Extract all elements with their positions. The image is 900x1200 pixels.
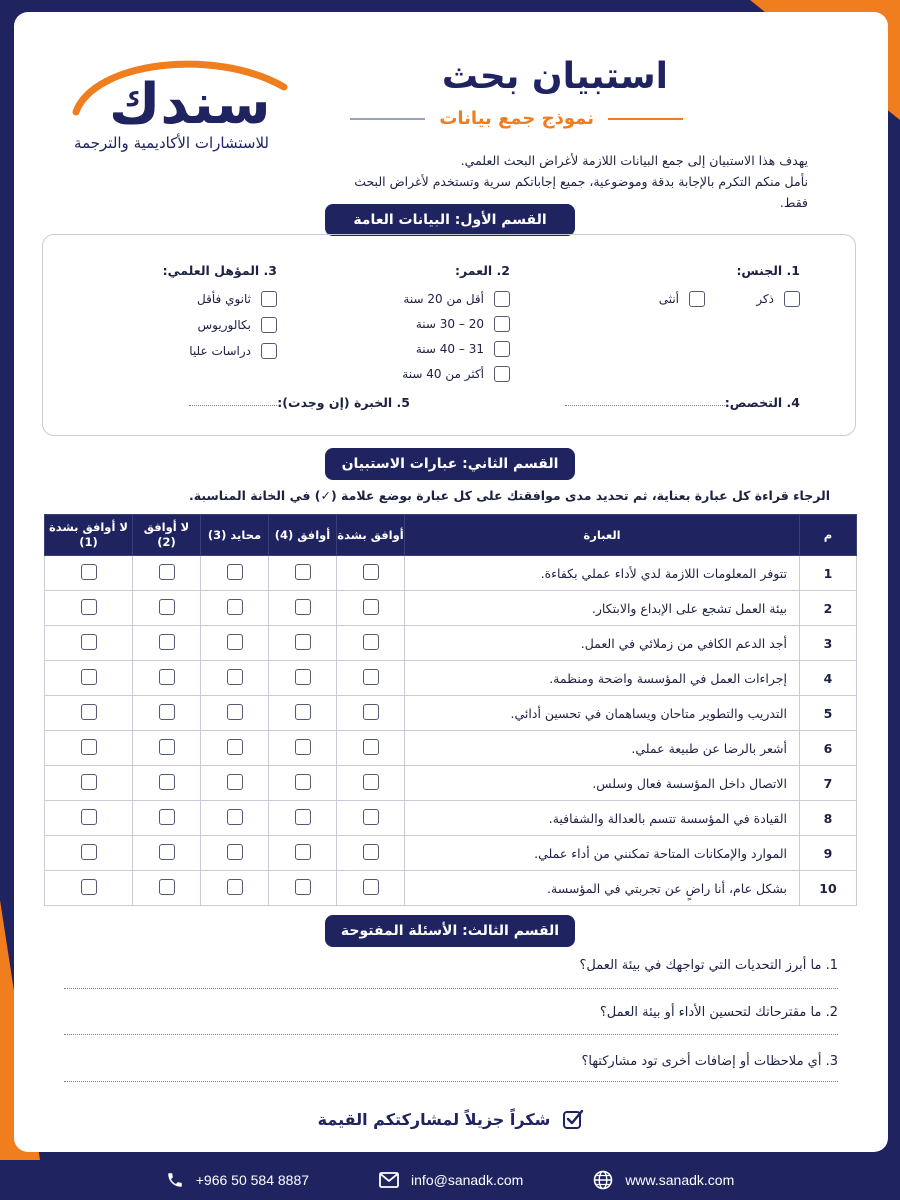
col-header-strongly-disagree: لا أوافق بشدة (1) [45, 515, 133, 556]
survey-table [44, 514, 857, 906]
experience-input-line[interactable] [189, 405, 277, 406]
age-option[interactable] [416, 316, 510, 332]
globe-icon [593, 1170, 613, 1190]
phone-number: +966 50 584 8887 [195, 1172, 310, 1188]
row-number: 8 [800, 801, 857, 836]
rating-checkbox[interactable] [81, 844, 97, 860]
rating-checkbox[interactable] [227, 669, 243, 685]
table-row [45, 871, 857, 906]
rating-checkbox[interactable] [295, 599, 311, 615]
rating-cell-neutral [201, 626, 269, 661]
section3-title: القسم الثالث: الأسئلة المفتوحة [325, 915, 575, 947]
table-row [45, 731, 857, 766]
rating-cell-strongly-disagree [45, 871, 133, 906]
rating-checkbox[interactable] [81, 669, 97, 685]
rating-cell-disagree [133, 836, 201, 871]
option-label: أقل من 20 سنة [403, 292, 484, 306]
row-statement: أشعر بالرضا عن طبيعة عملي. [405, 731, 800, 766]
specialization-input-line[interactable] [565, 405, 725, 406]
rating-checkbox[interactable] [81, 879, 97, 895]
qualification-option[interactable] [197, 291, 277, 307]
age-option[interactable] [403, 291, 510, 307]
rating-cell-disagree [133, 766, 201, 801]
rating-checkbox[interactable] [227, 879, 243, 895]
rating-checkbox[interactable] [81, 564, 97, 580]
rating-checkbox[interactable] [295, 774, 311, 790]
checkbox-check-icon [562, 1108, 584, 1130]
rating-checkbox[interactable] [81, 704, 97, 720]
option-label: أنثى [658, 292, 679, 306]
rating-cell-strongly-agree [337, 836, 405, 871]
rating-checkbox[interactable] [295, 844, 311, 860]
rating-cell-agree [269, 626, 337, 661]
col-header-neutral: محايد (3) [201, 515, 269, 556]
table-row [45, 836, 857, 871]
rating-cell-strongly-agree [337, 696, 405, 731]
rating-cell-neutral [201, 696, 269, 731]
row-statement: التدريب والتطوير متاحان ويساهمان في تحسين أدائي. [405, 696, 800, 731]
rating-cell-strongly-disagree [45, 696, 133, 731]
rating-checkbox[interactable] [159, 564, 175, 580]
rating-checkbox[interactable] [295, 809, 311, 825]
gender-option-male[interactable] [756, 291, 800, 307]
checkbox[interactable] [261, 343, 277, 359]
rating-checkbox[interactable] [363, 739, 379, 755]
footer-website[interactable] [593, 1170, 734, 1190]
rating-cell-strongly-agree [337, 661, 405, 696]
rating-cell-strongly-disagree [45, 556, 133, 591]
rating-cell-neutral [201, 731, 269, 766]
rating-checkbox[interactable] [363, 809, 379, 825]
rating-cell-strongly-disagree [45, 626, 133, 661]
logo [64, 52, 294, 162]
rating-checkbox[interactable] [363, 844, 379, 860]
rating-cell-neutral [201, 591, 269, 626]
row-statement: الموارد والإمكانات المتاحة تمكنني من أداء عملي. [405, 836, 800, 871]
rating-cell-agree [269, 661, 337, 696]
rating-checkbox[interactable] [227, 739, 243, 755]
rating-cell-agree [269, 836, 337, 871]
email-address: info@sanadk.com [411, 1172, 524, 1188]
subtitle-divider [350, 118, 425, 120]
rating-checkbox[interactable] [295, 739, 311, 755]
rating-checkbox[interactable] [363, 669, 379, 685]
checkbox[interactable] [494, 291, 510, 307]
rating-cell-strongly-disagree [45, 731, 133, 766]
option-label: دراسات عليا [189, 344, 251, 358]
rating-checkbox[interactable] [81, 739, 97, 755]
rating-cell-neutral [201, 556, 269, 591]
page-subtitle: نموذج جمع بيانات [439, 108, 594, 129]
rating-cell-strongly-agree [337, 871, 405, 906]
row-statement: القيادة في المؤسسة تتسم بالعدالة والشفافية. [405, 801, 800, 836]
rating-cell-agree [269, 731, 337, 766]
section1-title: القسم الأول: البيانات العامة [325, 204, 575, 236]
row-number: 6 [800, 731, 857, 766]
qualification-option[interactable] [198, 317, 277, 333]
open-question-1: 1. ما أبرز التحديات التي تواجهك في بيئة العمل؟ [579, 958, 838, 973]
rating-cell-strongly-disagree [45, 836, 133, 871]
table-instruction: الرجاء قراءة كل عبارة بعناية، ثم تحديد مدى موافقتك على كل عبارة بوضع علامة (✓) في الخانة المناسبة. [189, 488, 830, 503]
answer-line-2[interactable] [64, 1034, 838, 1035]
checkbox[interactable] [494, 366, 510, 382]
rating-checkbox[interactable] [363, 599, 379, 615]
page-title: استبيان بحث [441, 56, 668, 97]
rating-checkbox[interactable] [295, 669, 311, 685]
row-number: 10 [800, 871, 857, 906]
gender-label: 1. الجنس: [736, 263, 800, 278]
rating-checkbox[interactable] [363, 774, 379, 790]
option-label: بكالوريوس [197, 318, 251, 332]
footer-phone[interactable] [166, 1171, 309, 1189]
row-number: 3 [800, 626, 857, 661]
footer-email[interactable] [379, 1172, 523, 1188]
rating-checkbox[interactable] [295, 879, 311, 895]
logo-word: سندك [109, 72, 271, 137]
age-label: 2. العمر: [455, 263, 510, 278]
rating-cell-strongly-agree [337, 766, 405, 801]
thanks-row [14, 1108, 888, 1130]
rating-cell-neutral [201, 836, 269, 871]
row-number: 2 [800, 591, 857, 626]
table-row [45, 696, 857, 731]
age-option[interactable] [416, 341, 510, 357]
rating-cell-agree [269, 801, 337, 836]
table-row [45, 556, 857, 591]
rating-cell-agree [269, 591, 337, 626]
rating-checkbox[interactable] [159, 844, 175, 860]
rating-cell-strongly-disagree [45, 766, 133, 801]
rating-cell-strongly-disagree [45, 661, 133, 696]
qualification-option[interactable] [189, 343, 277, 359]
rating-cell-disagree [133, 731, 201, 766]
row-statement: إجراءات العمل في المؤسسة واضحة ومنظمة. [405, 661, 800, 696]
age-option[interactable] [402, 366, 510, 382]
website-url: www.sanadk.com [625, 1172, 735, 1188]
rating-checkbox[interactable] [295, 634, 311, 650]
checkbox[interactable] [494, 341, 510, 357]
gender-option-female[interactable] [659, 291, 705, 307]
rating-cell-agree [269, 696, 337, 731]
rating-checkbox[interactable] [159, 879, 175, 895]
rating-checkbox[interactable] [227, 704, 243, 720]
table-row [45, 626, 857, 661]
rating-cell-strongly-agree [337, 626, 405, 661]
rating-cell-strongly-agree [337, 556, 405, 591]
intro-line: نأمل منكم التكرم بالإجابة بدقة وموضوعية، جميع إجاباتكم سرية وتستخدم لأغراض البحث فقط. [354, 174, 808, 210]
rating-cell-strongly-agree [337, 591, 405, 626]
table-header-row [45, 515, 857, 556]
section2-title: القسم الثاني: عبارات الاستبيان [325, 448, 575, 480]
rating-cell-strongly-disagree [45, 591, 133, 626]
mail-icon [379, 1172, 399, 1188]
rating-checkbox[interactable] [227, 809, 243, 825]
rating-checkbox[interactable] [363, 704, 379, 720]
col-header-num: م [800, 515, 857, 556]
rating-cell-disagree [133, 871, 201, 906]
rating-checkbox[interactable] [295, 704, 311, 720]
table-row [45, 591, 857, 626]
general-data-box [42, 234, 856, 436]
option-label: 31 – 40 سنة [415, 342, 484, 356]
option-label: ثانوي فأقل [197, 292, 251, 306]
checkbox[interactable] [494, 316, 510, 332]
rating-cell-neutral [201, 871, 269, 906]
table-row [45, 801, 857, 836]
rating-cell-strongly-agree [337, 801, 405, 836]
rating-checkbox[interactable] [81, 599, 97, 615]
rating-checkbox[interactable] [363, 564, 379, 580]
row-number: 5 [800, 696, 857, 731]
row-statement: الاتصال داخل المؤسسة فعال وسلس. [405, 766, 800, 801]
answer-line-3[interactable] [64, 1081, 838, 1082]
rating-checkbox[interactable] [159, 739, 175, 755]
answer-line-1[interactable] [64, 988, 838, 989]
experience-label: 5. الخبرة (إن وجدت): [277, 395, 410, 410]
option-label: أكثر من 40 سنة [402, 367, 484, 381]
rating-checkbox[interactable] [159, 704, 175, 720]
option-label: 20 – 30 سنة [415, 317, 484, 331]
phone-icon [166, 1171, 184, 1189]
rating-checkbox[interactable] [81, 809, 97, 825]
rating-checkbox[interactable] [295, 564, 311, 580]
rating-cell-disagree [133, 626, 201, 661]
rating-checkbox[interactable] [363, 634, 379, 650]
specialization-label: 4. التخصص: [724, 395, 800, 410]
row-number: 7 [800, 766, 857, 801]
rating-checkbox[interactable] [159, 634, 175, 650]
open-question-3: 3. أي ملاحظات أو إضافات أخرى تود مشاركتها؟ [581, 1054, 838, 1069]
rating-cell-disagree [133, 556, 201, 591]
rating-cell-disagree [133, 591, 201, 626]
footer [0, 1160, 900, 1200]
col-header-agree: أوافق (4) [269, 515, 337, 556]
rating-checkbox[interactable] [159, 809, 175, 825]
open-question-2: 2. ما مقترحاتك لتحسين الأداء أو بيئة العمل؟ [599, 1005, 838, 1020]
rating-checkbox[interactable] [227, 564, 243, 580]
rating-cell-neutral [201, 801, 269, 836]
rating-checkbox[interactable] [159, 599, 175, 615]
row-statement: أجد الدعم الكافي من زملائي في العمل. [405, 626, 800, 661]
rating-cell-disagree [133, 801, 201, 836]
checkbox[interactable] [784, 291, 800, 307]
rating-cell-agree [269, 766, 337, 801]
rating-cell-neutral [201, 661, 269, 696]
row-statement: تتوفر المعلومات اللازمة لدي لأداء عملي بكفاءة. [405, 556, 800, 591]
rating-cell-neutral [201, 766, 269, 801]
col-header-statement: العبارة [405, 515, 800, 556]
row-statement: بشكل عام، أنا راضٍ عن تجربتي في المؤسسة. [405, 871, 800, 906]
row-statement: بيئة العمل تشجع على الإبداع والابتكار. [405, 591, 800, 626]
survey-page [14, 12, 888, 1152]
rating-checkbox[interactable] [227, 774, 243, 790]
rating-checkbox[interactable] [227, 844, 243, 860]
rating-cell-strongly-agree [337, 731, 405, 766]
col-header-disagree: لا أوافق (2) [133, 515, 201, 556]
row-number: 9 [800, 836, 857, 871]
table-row [45, 661, 857, 696]
intro-line: يهدف هذا الاستبيان إلى جمع البيانات اللازمة لأغراض البحث العلمي. [460, 153, 808, 168]
rating-cell-disagree [133, 696, 201, 731]
rating-checkbox[interactable] [227, 634, 243, 650]
rating-cell-strongly-disagree [45, 801, 133, 836]
checkbox[interactable] [261, 291, 277, 307]
rating-cell-agree [269, 556, 337, 591]
rating-cell-agree [269, 871, 337, 906]
rating-checkbox[interactable] [363, 879, 379, 895]
subtitle-row [350, 108, 683, 129]
rating-checkbox[interactable] [159, 774, 175, 790]
qualification-label: 3. المؤهل العلمي: [162, 263, 277, 278]
col-header-strongly-agree: أوافق بشدة [337, 515, 405, 556]
rating-checkbox[interactable] [81, 634, 97, 650]
option-label: ذكر [756, 292, 774, 306]
rating-checkbox[interactable] [81, 774, 97, 790]
row-number: 1 [800, 556, 857, 591]
checkbox[interactable] [689, 291, 705, 307]
table-row [45, 766, 857, 801]
rating-checkbox[interactable] [159, 669, 175, 685]
rating-cell-disagree [133, 661, 201, 696]
thanks-message: شكراً جزيلاً لمشاركتكم القيمة [317, 1109, 551, 1129]
row-number: 4 [800, 661, 857, 696]
subtitle-divider [608, 118, 683, 120]
logo-tagline: للاستشارات الأكاديمية والترجمة [74, 134, 269, 152]
checkbox[interactable] [261, 317, 277, 333]
rating-checkbox[interactable] [227, 599, 243, 615]
